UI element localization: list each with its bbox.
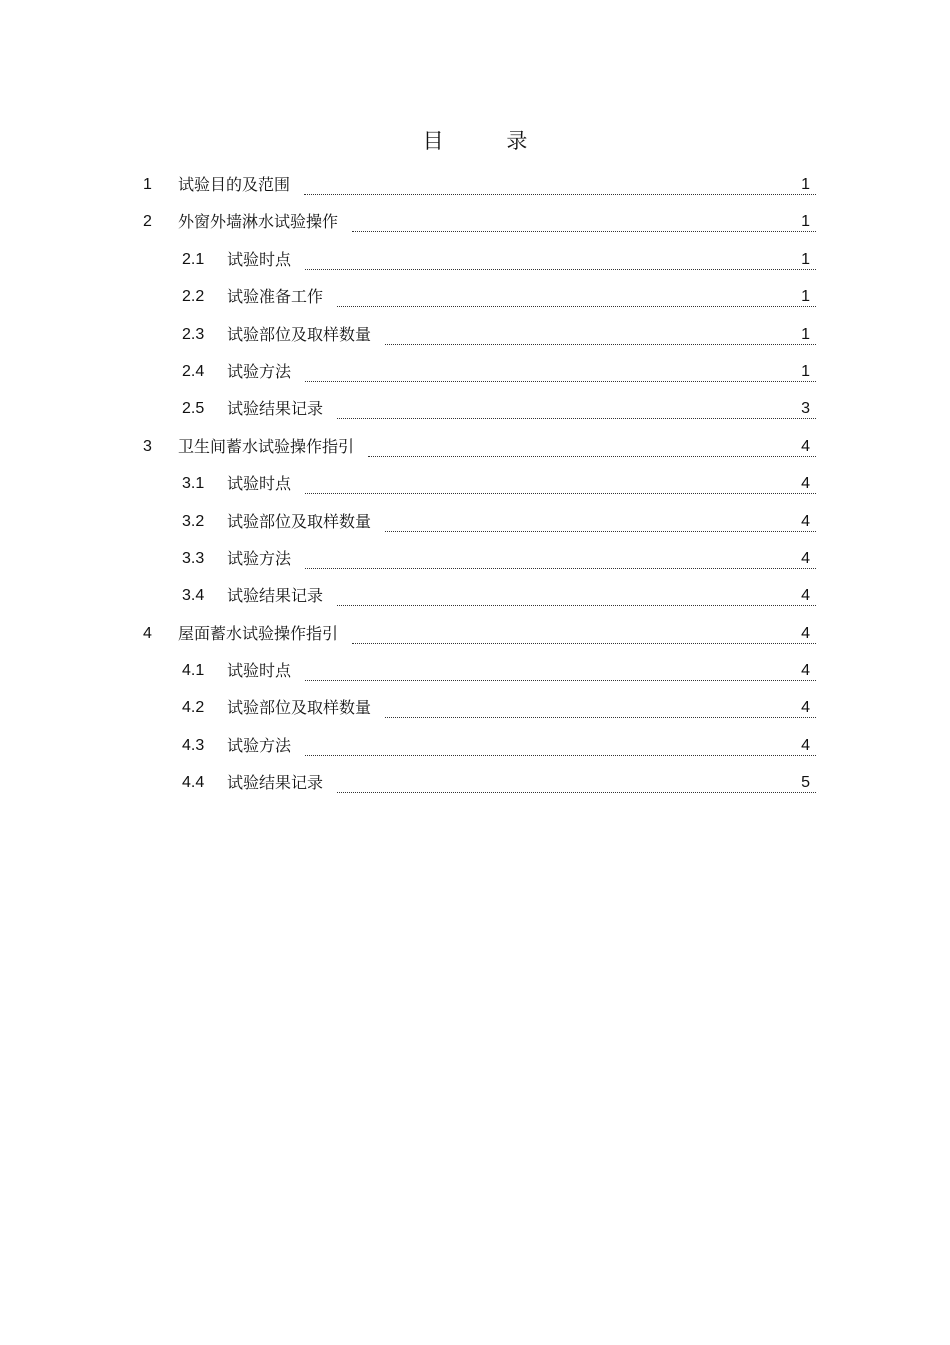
toc-entry-page-number: 1 [801,288,810,306]
toc-dot-leader [305,475,816,494]
toc-entry-number: 2.4 [182,362,205,380]
toc-entry-label: 试验时点 [227,474,292,494]
toc-entry-number: 2 [143,213,152,231]
toc-entry-page-number: 4 [801,549,810,567]
toc-entry-number: 3.4 [182,587,205,605]
toc-entry-label: 试验结果记录 [227,773,324,793]
toc-dot-leader [337,400,816,419]
toc-entry[interactable] [0,167,950,204]
toc-entry-label: 外窗外墙淋水试验操作 [178,212,339,232]
toc-entry-number: 3.2 [182,512,205,530]
toc-dot-leader [352,625,816,644]
toc-dot-leader [337,288,816,307]
page-title: 目 录 [422,129,556,153]
toc-entry-number: 4.1 [182,662,205,680]
toc-entry-number: 4.3 [182,736,205,754]
toc-entry-page-number: 5 [801,774,810,792]
toc-entry-label: 试验部位及取样数量 [227,698,372,718]
toc-entry-page-number: 1 [801,176,810,193]
toc-entry-page-number: 4 [801,475,810,493]
toc-entry-label: 试验结果记录 [227,586,324,606]
toc-entry[interactable] [0,279,950,316]
toc-entry-page-number: 1 [801,250,810,268]
toc-entry-label: 试验部位及取样数量 [227,324,372,344]
toc-entry[interactable] [0,354,950,391]
toc-entry-label: 试验部位及取样数量 [227,511,372,531]
toc-entry-label: 屋面蓄水试验操作指引 [178,623,339,643]
toc-entry-number: 2.5 [182,400,205,418]
toc-entry-number: 3 [143,437,152,455]
toc-dot-leader [385,699,816,718]
toc-entry[interactable] [0,466,950,503]
toc-entry-label: 试验结果记录 [227,399,324,419]
toc-entry[interactable] [0,504,950,541]
toc-dot-leader [304,176,816,195]
toc-entry-page-number: 3 [801,400,810,418]
toc-entry-label: 试验目的及范围 [178,175,291,194]
toc-entry-number: 1 [143,176,152,193]
toc-entry-label: 试验方法 [227,361,292,381]
toc-entry[interactable] [0,317,950,354]
toc-entry-label: 试验时点 [227,661,292,681]
toc-entry[interactable] [0,728,950,765]
toc-dot-leader [368,438,816,457]
toc-entry-label: 试验方法 [227,548,292,568]
toc-entry[interactable] [0,429,950,466]
toc-dot-leader [385,326,816,345]
toc-entry[interactable] [0,690,950,727]
toc-entry-number: 3.1 [182,475,205,493]
toc-entry-page-number: 4 [801,587,810,605]
table-of-contents [0,167,950,803]
toc-entry-page-number: 4 [801,699,810,717]
toc-entry-number: 2.2 [182,288,205,306]
toc-dot-leader [305,251,816,270]
toc-entry-label: 试验方法 [227,735,292,755]
toc-entry-page-number: 1 [801,213,810,231]
toc-entry-number: 4 [143,624,152,642]
toc-entry[interactable] [0,653,950,690]
toc-dot-leader [305,737,816,756]
toc-entry[interactable] [0,578,950,615]
toc-entry-label: 试验时点 [227,249,292,269]
toc-entry-label: 卫生间蓄水试验操作指引 [178,436,355,456]
toc-entry-number: 2.3 [182,325,205,343]
toc-entry-number: 3.3 [182,549,205,567]
toc-entry-number: 2.1 [182,250,205,268]
toc-entry-page-number: 4 [801,437,810,455]
toc-entry[interactable] [0,391,950,428]
toc-entry-page-number: 4 [801,512,810,530]
toc-dot-leader [352,213,816,232]
toc-dot-leader [305,363,816,382]
toc-dot-leader [385,513,816,532]
toc-dot-leader [305,662,816,681]
toc-entry[interactable] [0,204,950,241]
toc-entry[interactable] [0,616,950,653]
toc-entry[interactable] [0,765,950,802]
toc-dot-leader [337,774,816,793]
toc-entry-page-number: 1 [801,362,810,380]
toc-entry-number: 4.4 [182,774,205,792]
toc-entry-label: 试验准备工作 [227,287,324,307]
toc-entry-page-number: 4 [801,662,810,680]
toc-entry[interactable] [0,541,950,578]
toc-entry-page-number: 1 [801,325,810,343]
toc-dot-leader [337,587,816,606]
toc-entry-page-number: 4 [801,624,810,642]
toc-dot-leader [305,550,816,569]
toc-entry-page-number: 4 [801,736,810,754]
toc-entry-number: 4.2 [182,699,205,717]
toc-entry[interactable] [0,242,950,279]
